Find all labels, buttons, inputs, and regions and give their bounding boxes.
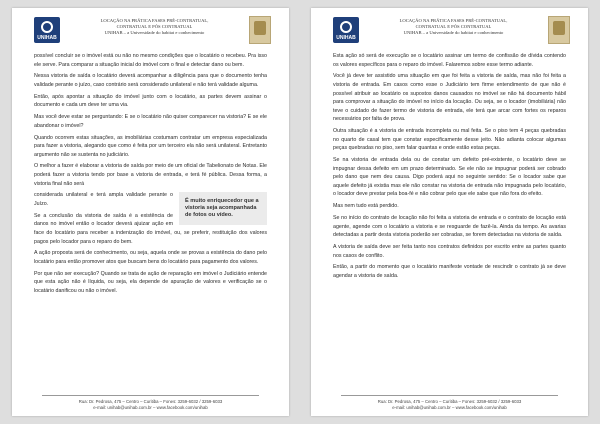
paragraph: Se no início do contrato de locação não foi feita a vistoria de entrada e o contrato de locação está agente, agende com o locatário a vistoria e se resguarde de fazê-la. Ainda da tempo. As avarias detectadas a partir desta vistoria poderão ser cobradas, se forem detectadas na vistoria de saída. [333,215,566,239]
paragraph: A vistoria de saída deve ser feita tanto nos contratos definidos por escrito entre as partes quanto nos casos de conflito. [333,244,566,259]
header-line: CONTRATUAL E PÓS CONTRATUAL [116,24,193,29]
page-footer [42,395,259,410]
footer-address: Rua: Dr. Pedrosa, 475 – Centro – Curitiba – Fones: 3259-6032 / 3259-6033 [377,399,522,404]
page-footer [341,395,558,410]
unihab-logo: UNIHAB [333,17,359,43]
paragraph: considerada unilateral e terá ampla validade perante o Juízo. [34,192,173,208]
header-line: UNIHAB – a Universidade do habitat e conhecimento [104,30,205,35]
header-text [64,18,245,36]
paragraph: O melhor a fazer é elaborar a vistoria de saída por meio de um oficial de Tabelionato de Notas. Ele poderá fazer a vistoria tendo por base a vistoria de entrada, e terá fé pública. Dessa forma, a vistoria final não será [34,163,267,187]
page-header [12,14,289,48]
paragraph: Outra situação é a vistoria de entrada incompleta ou mal feita. Se o piso tem 4 peças quebradas no quarto de casal tem que constar especificamente desse jeito. Não adianta colocar algumas peças quebradas no piso, sem falar quantas e onde estão estas peças. [333,128,566,152]
header-text [363,18,544,36]
header-line: LOCAÇÃO NA PRÁTICA FASES PRÉ-CONTRATUAL, [100,18,209,23]
unihab-logo: UNIHAB [34,17,60,43]
footer-contact: e-mail: unihab@unihab.com.br – www.facebook.com/unihab [93,404,208,410]
paragraph: Então, após apontar a situação do imóvel junto com o locatário, as partes devem assinar o documento e cada um deve ter uma via. [34,93,267,109]
footer-contact: e-mail: unihab@unihab.com.br – www.facebook.com/unihab [392,404,507,410]
paragraph: Mas nem tudo está perdido. [333,203,399,210]
paragraph: Se a conclusão da vistoria de saída é a existência de danos no imóvel então o locador deverá ajuizar ação em face do locatário para receber a indenização do imóvel, ou, se preferir, restituição dos valores pagos pelo locador para o reparo do bem. [34,212,267,245]
document-page-right [311,8,588,416]
document-page-left [12,8,289,416]
callout-box: É muito enriquecedor que a vistoria seja acompanhada de fotos ou vídeo. [179,192,267,225]
paragraph: Então, a partir do momento que o locatário manifeste vontade de rescindir o contrato já se deve agendar a vistoria de saída. [333,264,566,279]
paragraph: Se na vistoria de entrada dela ou de constar um defeito pré-existente, o locatário deve se impugnar dessa defeito em um prazo determinado. Se ele não se impugnar poderá ser cobrado pelo dano que nem deu causa. Digo poderá aqui no seguinte sentido: Se o locador sabe que aquele defeito já existia mas ele não constar na vistoria de entrada não impugnada pelo locatário, o locador deve prestar pela boa-fé e não cobrar pelo que ele sabe que não fora do efeito. [333,157,566,198]
paragraph: possível concluir se o imóvel está ou não no mesmo condições que o locatário o recebeu. Pra isso ele serve. Para comparar a situação inicial do imóvel com o final e detectar dano ou bem. [34,53,267,68]
paragraph: Nessa vistoria de saída o locatário deverá acompanhar a diligência para que o documento tenha validade perante o juízo, caso contrário será considerado unilateral e não terá validade alguma. [34,73,267,88]
page-header [311,14,588,48]
page-body [34,52,267,299]
header-line: LOCAÇÃO NA PRÁTICA FASES PRÉ-CONTRATUAL, [399,18,508,23]
seal-logo [548,16,570,44]
paragraph: Por que não ser execução? Quando se trata de ação de reparação em imóvel o Judiciário entende que esta ação não é líquida, ou seja, ela depende de apuração de valores e verificação se o locatário danificou ou não o imóvel. [34,270,267,294]
paragraph: A ação proposta será de conhecimento, ou seja, aquela onde se provas a existência do dano pelo locatário para então promover atos que buscam bens do locatário para pagamento dos valores. [34,250,267,265]
header-line: CONTRATUAL E PÓS CONTRATUAL [415,24,492,29]
paragraph: Você já deve ter assistido uma situação em que foi feita a vistoria de saída, mas não foi feita a vistoria de entrada. Em casos como esse o Judiciário tem firme entendimento de que não é possível atribuir ao locatário os supostos danos causados no imóvel se não há documento hábil para comprovar a situação do imóvel no início da locação. Ou seja, se o locador (imobiliária) não teve o cuidado de fazer termo de vistoria de entrada, ele terá que arcar com fortes os reparos necessários por falta de prova. [333,73,566,123]
paragraph: Mas você deve estar se perguntando: E se o locatário não quiser comparecer na vistoria? E se ele abandonar o imóvel? [34,114,267,129]
paragraph: Quando ocorrem estas situações, as imobiliárias costumam contratar um empresa especializada para fazer a vistoria, alegando que como é feita por um terceiro ela não será unilateral. Entretanto argumento não se sustenta no judiciário. [34,134,267,158]
seal-logo [249,16,271,44]
header-line: UNIHAB – a Universidade do habitat e conhecimento [403,30,504,35]
footer-address: Rua: Dr. Pedrosa, 475 – Centro – Curitiba – Fones: 3259-6032 / 3259-6033 [78,399,223,404]
paragraph: Esta ação só será de execução se o locatário assinar um termo de confissão de dívida contendo os valores específicos para o reparo do imóvel. Falaremos sobre esse termo adiante. [333,53,566,68]
page-body [333,52,566,284]
